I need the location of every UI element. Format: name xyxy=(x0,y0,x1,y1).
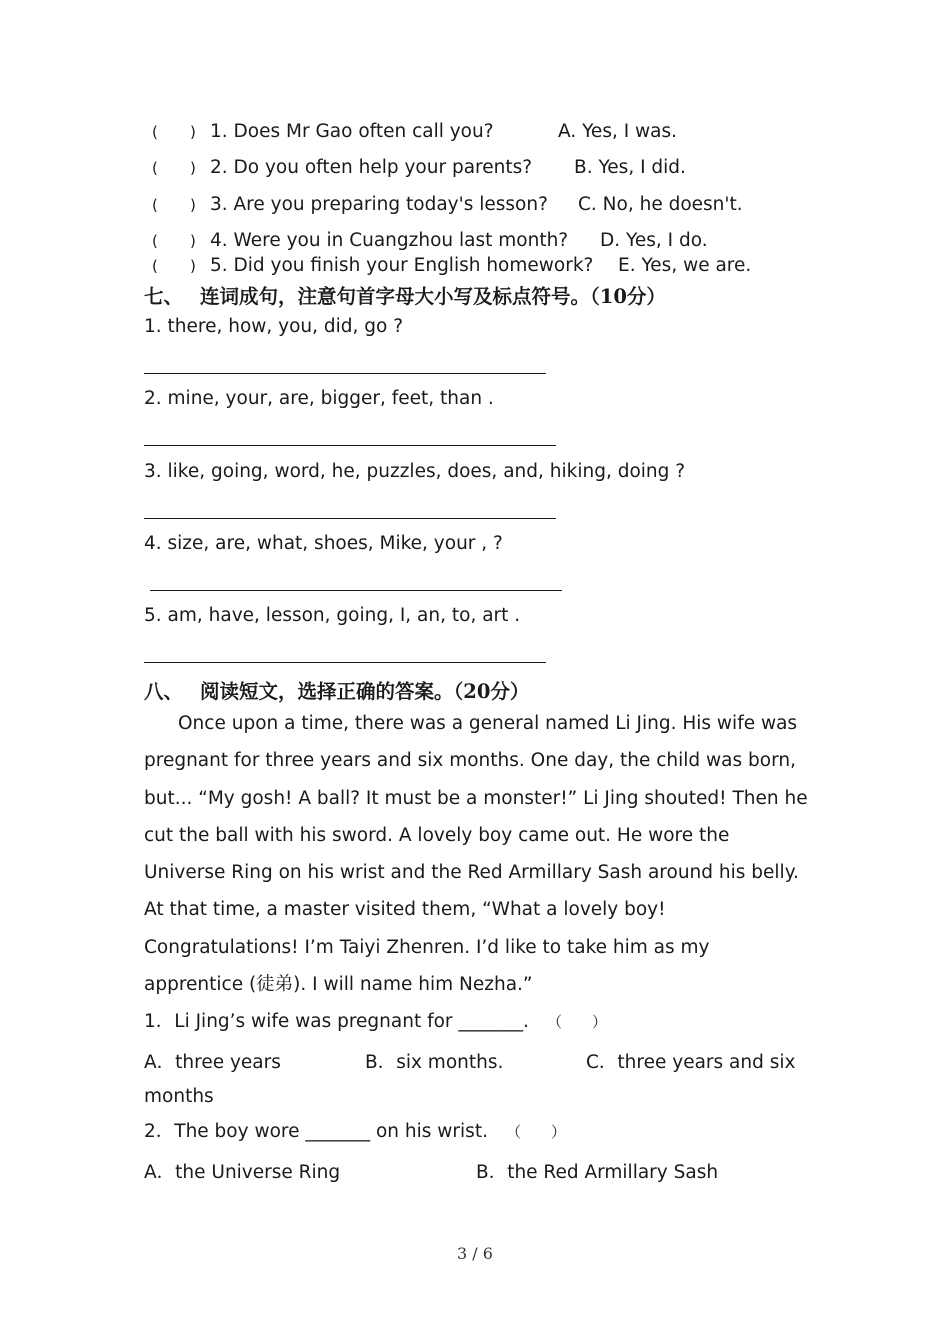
answer-line[interactable] xyxy=(144,518,556,519)
option-a: A．the Universe Ring xyxy=(144,1162,341,1183)
reorder-item-1: 1. there, how, you, did, go ? xyxy=(144,316,404,337)
answer-line[interactable] xyxy=(144,373,546,374)
matching-item-2 xyxy=(144,157,844,181)
section-number: 八、 xyxy=(144,680,184,703)
matching-item-3 xyxy=(144,194,844,218)
question-text: 1．Li Jing’s wife was pregnant for _______. xyxy=(144,1011,530,1032)
answer-line[interactable] xyxy=(150,590,562,591)
matching-answer: A. Yes, I was. xyxy=(558,121,678,142)
section-7-heading xyxy=(144,281,666,309)
answer-line[interactable] xyxy=(144,662,546,663)
answer-paren-left: ( xyxy=(152,257,158,275)
matching-answer: B. Yes, I did. xyxy=(574,157,686,178)
answer-paren-left: ( xyxy=(152,159,158,177)
option-c-continued: months xyxy=(144,1086,214,1107)
reading-question-2 xyxy=(144,1121,566,1143)
matching-question: 3. Are you preparing today's lesson? xyxy=(210,194,548,215)
section-number: 七、 xyxy=(144,285,184,308)
matching-question: 4. Were you in Cuangzhou last month? xyxy=(210,230,569,251)
question-text: 2．The boy wore _______ on his wrist. xyxy=(144,1121,488,1142)
matching-answer: C. No, he doesn't. xyxy=(578,194,743,215)
reading-question-1 xyxy=(144,1011,607,1033)
section-title: 阅读短文，选择正确的答案。（20分） xyxy=(200,680,530,703)
answer-paren[interactable]: （ ） xyxy=(547,1013,608,1031)
answer-paren-left: ( xyxy=(152,196,158,214)
section-8-heading xyxy=(144,676,529,704)
matching-item-1 xyxy=(144,121,844,145)
answer-paren-right: ) xyxy=(190,232,196,250)
matching-question: 1. Does Mr Gao often call you? xyxy=(210,121,494,142)
matching-question: 2. Do you often help your parents? xyxy=(210,157,533,178)
option-c: C．three years and six xyxy=(586,1052,796,1073)
answer-paren[interactable]: （ ） xyxy=(505,1123,566,1141)
option-b: B．six months. xyxy=(365,1052,504,1073)
reorder-item-5: 5. am, have, lesson, going, I, an, to, art . xyxy=(144,605,521,626)
passage-text: Once upon a time, there was a general named Li Jing. His wife was pregnant for three years and six months. One day, the child was born, but... “My gosh! A ball? It must be a monster!” Li Jing shouted! Then he cut the ball with his sword. A lovely boy came out. He wore the Universe Ring on his wrist and the Red Armillary Sash around his belly. At that time, a master visited them, “What a lovely boy! Congratulations! I’m Taiyi Zhenren. I’d like to take him as my apprentice (徒弟). I will name him Nezha.” xyxy=(144,713,808,996)
section-title: 连词成句，注意句首字母大小写及标点符号。（10分） xyxy=(200,285,666,308)
answer-paren-right: ) xyxy=(190,257,196,275)
answer-paren-left: ( xyxy=(152,123,158,141)
matching-answer: E. Yes, we are. xyxy=(618,255,752,276)
reorder-item-3: 3. like, going, word, he, puzzles, does, and, hiking, doing ? xyxy=(144,461,686,482)
reorder-item-2: 2. mine, your, are, bigger, feet, than . xyxy=(144,388,494,409)
reading-passage xyxy=(144,705,814,1003)
option-b: B．the Red Armillary Sash xyxy=(476,1162,719,1183)
page-number: 3 / 6 xyxy=(457,1244,493,1263)
reorder-item-4: 4. size, are, what, shoes, Mike, your , ? xyxy=(144,533,503,554)
option-a: A．three years xyxy=(144,1052,281,1073)
matching-item-5 xyxy=(144,255,844,279)
matching-question: 5. Did you finish your English homework? xyxy=(210,255,594,276)
matching-answer: D. Yes, I do. xyxy=(600,230,708,251)
answer-paren-right: ) xyxy=(190,159,196,177)
answer-paren-right: ) xyxy=(190,123,196,141)
matching-item-4 xyxy=(144,230,844,254)
answer-paren-left: ( xyxy=(152,232,158,250)
answer-paren-right: ) xyxy=(190,196,196,214)
answer-line[interactable] xyxy=(144,445,556,446)
